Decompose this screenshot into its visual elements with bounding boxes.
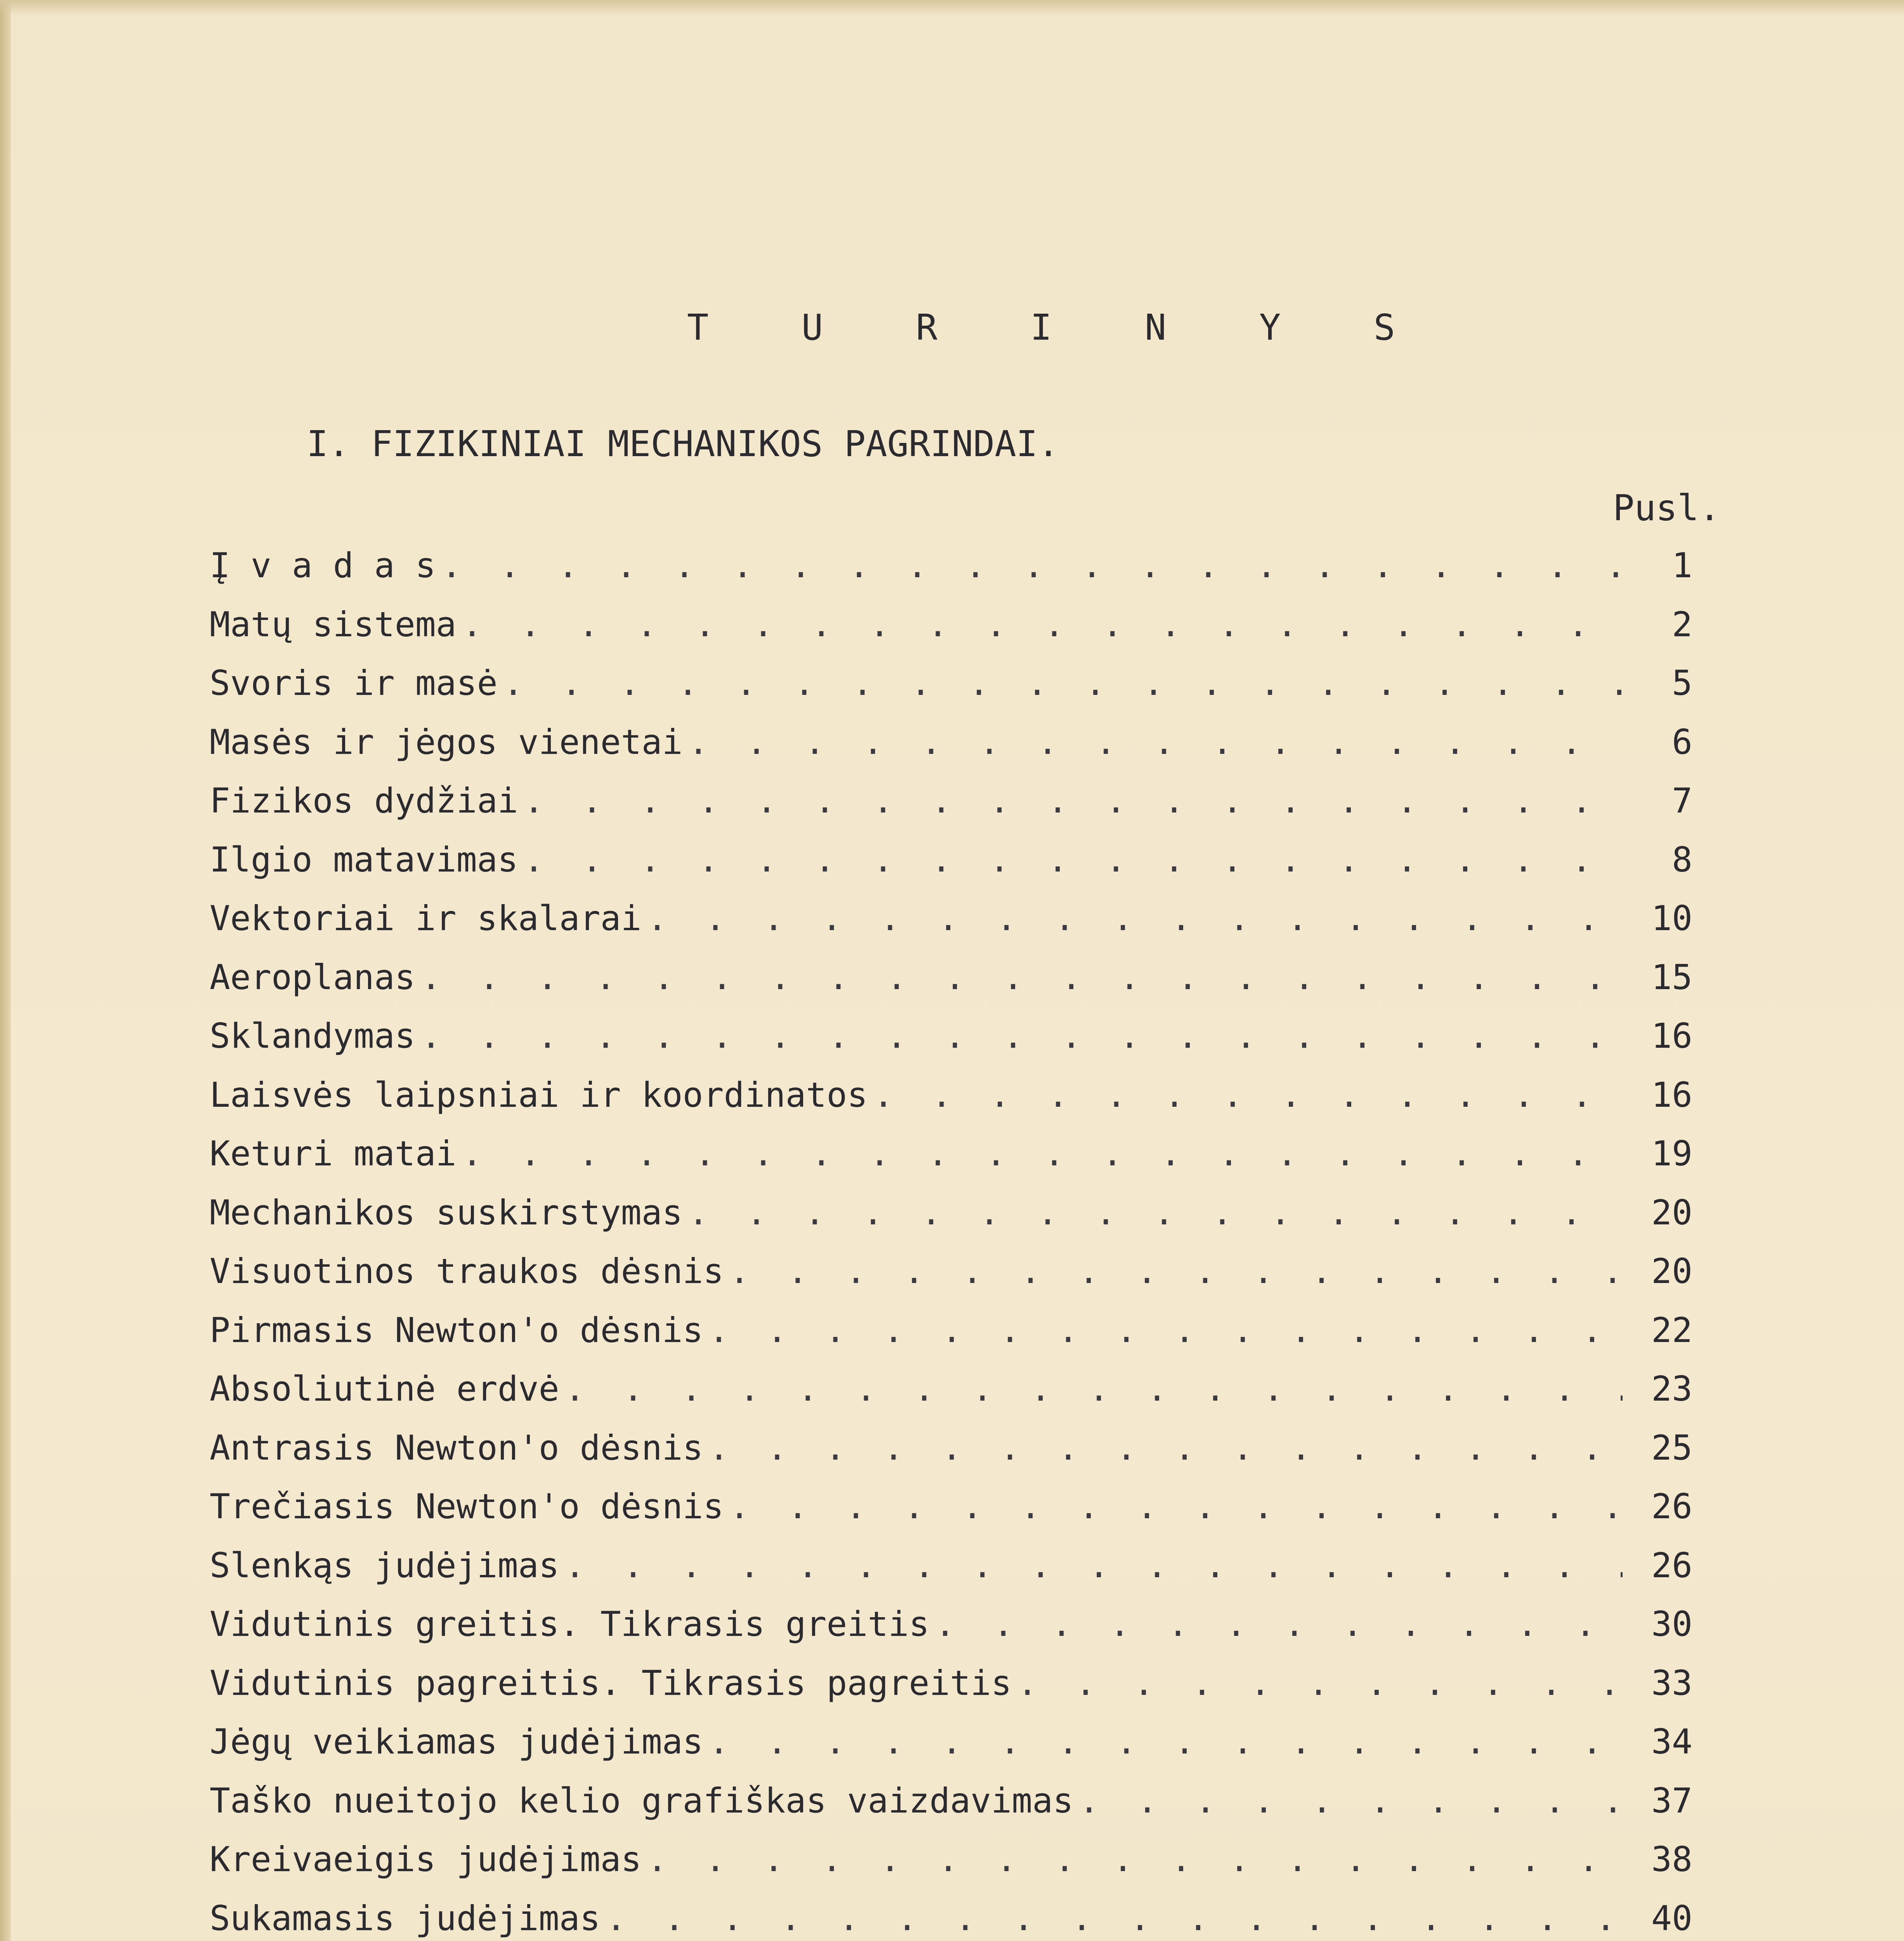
toc-dot-leader: [462, 604, 1623, 644]
toc-entry-title: Kreivaeigis judėjimas: [210, 1839, 642, 1879]
toc-entry-page: 40: [1651, 1898, 1692, 1938]
toc-dot-leader: [709, 1722, 1623, 1762]
toc-dot-leader: [421, 1016, 1623, 1056]
toc-entry-page: 34: [1651, 1722, 1692, 1762]
page-column-label: Pusl.: [1613, 487, 1720, 529]
toc-dot-leader: [441, 545, 1623, 585]
toc-dot-leader: [647, 898, 1623, 938]
toc-dot-leader: [688, 1193, 1623, 1233]
toc-entry-title: Vidutinis pagreitis. Tikrasis pagreitis: [210, 1663, 1012, 1703]
toc-entry-page: 33: [1651, 1663, 1692, 1703]
table-of-contents: [210, 545, 1692, 1941]
toc-entry: [210, 1898, 1692, 1941]
toc-entry-title: Absoliutinė erdvė: [210, 1369, 559, 1409]
section-heading: I. FIZIKINIAI MECHANIKOS PAGRINDAI.: [307, 423, 1059, 465]
toc-entry: [210, 1251, 1692, 1310]
toc-entry-page: 26: [1651, 1545, 1692, 1585]
toc-entry-title: Keturi matai: [210, 1134, 456, 1174]
toc-entry: [210, 663, 1692, 722]
toc-entry: [210, 1134, 1692, 1193]
toc-entry-title: Fizikos dydžiai: [210, 781, 518, 821]
toc-entry: [210, 1193, 1692, 1252]
toc-entry-title: Laisvės laipsniai ir koordinatos: [210, 1075, 868, 1115]
toc-dot-leader: [421, 957, 1623, 997]
toc-entry: [210, 840, 1692, 899]
toc-entry: [210, 1839, 1692, 1898]
toc-entry-page: 8: [1672, 839, 1692, 880]
toc-entry: [210, 1369, 1692, 1428]
toc-entry-page: 5: [1672, 663, 1692, 703]
toc-entry-title: Vidutinis greitis. Tikrasis greitis: [210, 1604, 930, 1644]
toc-entry: [210, 604, 1692, 663]
toc-entry-page: 2: [1672, 604, 1692, 644]
page-edge-top: [0, 0, 1904, 16]
toc-dot-leader: [688, 722, 1623, 762]
toc-entry-page: 25: [1651, 1427, 1692, 1468]
toc-entry-title: Matų sistema: [210, 604, 456, 644]
toc-entry: [210, 545, 1692, 604]
toc-dot-leader: [565, 1545, 1623, 1585]
toc-dot-leader: [1017, 1663, 1623, 1703]
toc-entry-page: 26: [1651, 1486, 1692, 1526]
toc-entry-page: 22: [1651, 1310, 1692, 1350]
toc-entry: [210, 781, 1692, 840]
toc-entry-page: 10: [1651, 898, 1692, 938]
toc-dot-leader: [935, 1604, 1623, 1644]
toc-dot-leader: [462, 1134, 1623, 1174]
toc-dot-leader: [709, 1428, 1623, 1468]
toc-dot-leader: [524, 781, 1623, 821]
toc-entry-title: Svoris ir masė: [210, 663, 498, 703]
toc-entry: [210, 1428, 1692, 1487]
toc-dot-leader: [565, 1369, 1623, 1409]
toc-entry-title: Vektoriai ir skalarai: [210, 898, 642, 938]
toc-entry-title: Visuotinos traukos dėsnis: [210, 1251, 724, 1291]
toc-entry-page: 30: [1651, 1604, 1692, 1644]
toc-entry-page: 6: [1672, 722, 1692, 762]
toc-entry-page: 37: [1651, 1780, 1692, 1821]
toc-dot-leader: [709, 1310, 1623, 1350]
toc-entry-title: Pirmasis Newton'o dėsnis: [210, 1310, 703, 1350]
toc-entry: [210, 722, 1692, 781]
toc-entry-page: 7: [1672, 781, 1692, 821]
toc-entry-page: 16: [1651, 1016, 1692, 1056]
toc-entry-title: Mechanikos suskirstymas: [210, 1192, 683, 1233]
toc-entry: [210, 1075, 1692, 1134]
toc-entry-page: 23: [1651, 1369, 1692, 1409]
toc-dot-leader: [647, 1839, 1623, 1879]
toc-entry: [210, 1545, 1692, 1604]
toc-entry: [210, 1310, 1692, 1369]
toc-entry-page: 15: [1651, 957, 1692, 997]
page-edge-left: [0, 0, 11, 1941]
toc-entry-page: 19: [1651, 1134, 1692, 1174]
toc-entry-page: 1: [1672, 545, 1692, 585]
toc-entry-title: Sklandymas: [210, 1016, 415, 1056]
toc-entry: [210, 957, 1692, 1016]
toc-entry-title: Antrasis Newton'o dėsnis: [210, 1427, 703, 1468]
toc-entry-page: 20: [1651, 1251, 1692, 1291]
toc-entry-page: 16: [1651, 1075, 1692, 1115]
document-title: T U R I N Y S: [687, 307, 1431, 348]
toc-entry-page: 38: [1651, 1839, 1692, 1879]
toc-entry: [210, 1604, 1692, 1663]
toc-dot-leader: [503, 663, 1623, 703]
toc-entry-title: Į v a d a s: [210, 545, 436, 585]
toc-dot-leader: [524, 840, 1623, 880]
toc-entry-title: Aeroplanas: [210, 957, 415, 997]
toc-dot-leader: [873, 1075, 1623, 1115]
toc-entry: [210, 1486, 1692, 1545]
toc-dot-leader: [729, 1251, 1623, 1291]
toc-entry-title: Sukamasis judėjimas: [210, 1898, 601, 1938]
toc-entry-title: Trečiasis Newton'o dėsnis: [210, 1486, 724, 1526]
toc-entry-title: Slenkąs judėjimas: [210, 1545, 559, 1585]
toc-dot-leader: [729, 1486, 1623, 1526]
toc-entry-title: Jėgų veikiamas judėjimas: [210, 1722, 703, 1762]
toc-entry: [210, 1663, 1692, 1722]
toc-entry-page: 20: [1651, 1192, 1692, 1233]
toc-entry: [210, 1781, 1692, 1840]
toc-entry: [210, 1016, 1692, 1075]
toc-entry: [210, 1722, 1692, 1781]
toc-entry-title: Masės ir jėgos vienetai: [210, 722, 683, 762]
toc-entry: [210, 898, 1692, 957]
toc-dot-leader: [606, 1898, 1623, 1938]
toc-entry-title: Taško nueitojo kelio grafiškas vaizdavimas: [210, 1780, 1074, 1821]
toc-entry-title: Ilgio matavimas: [210, 839, 518, 880]
toc-dot-leader: [1079, 1781, 1623, 1821]
